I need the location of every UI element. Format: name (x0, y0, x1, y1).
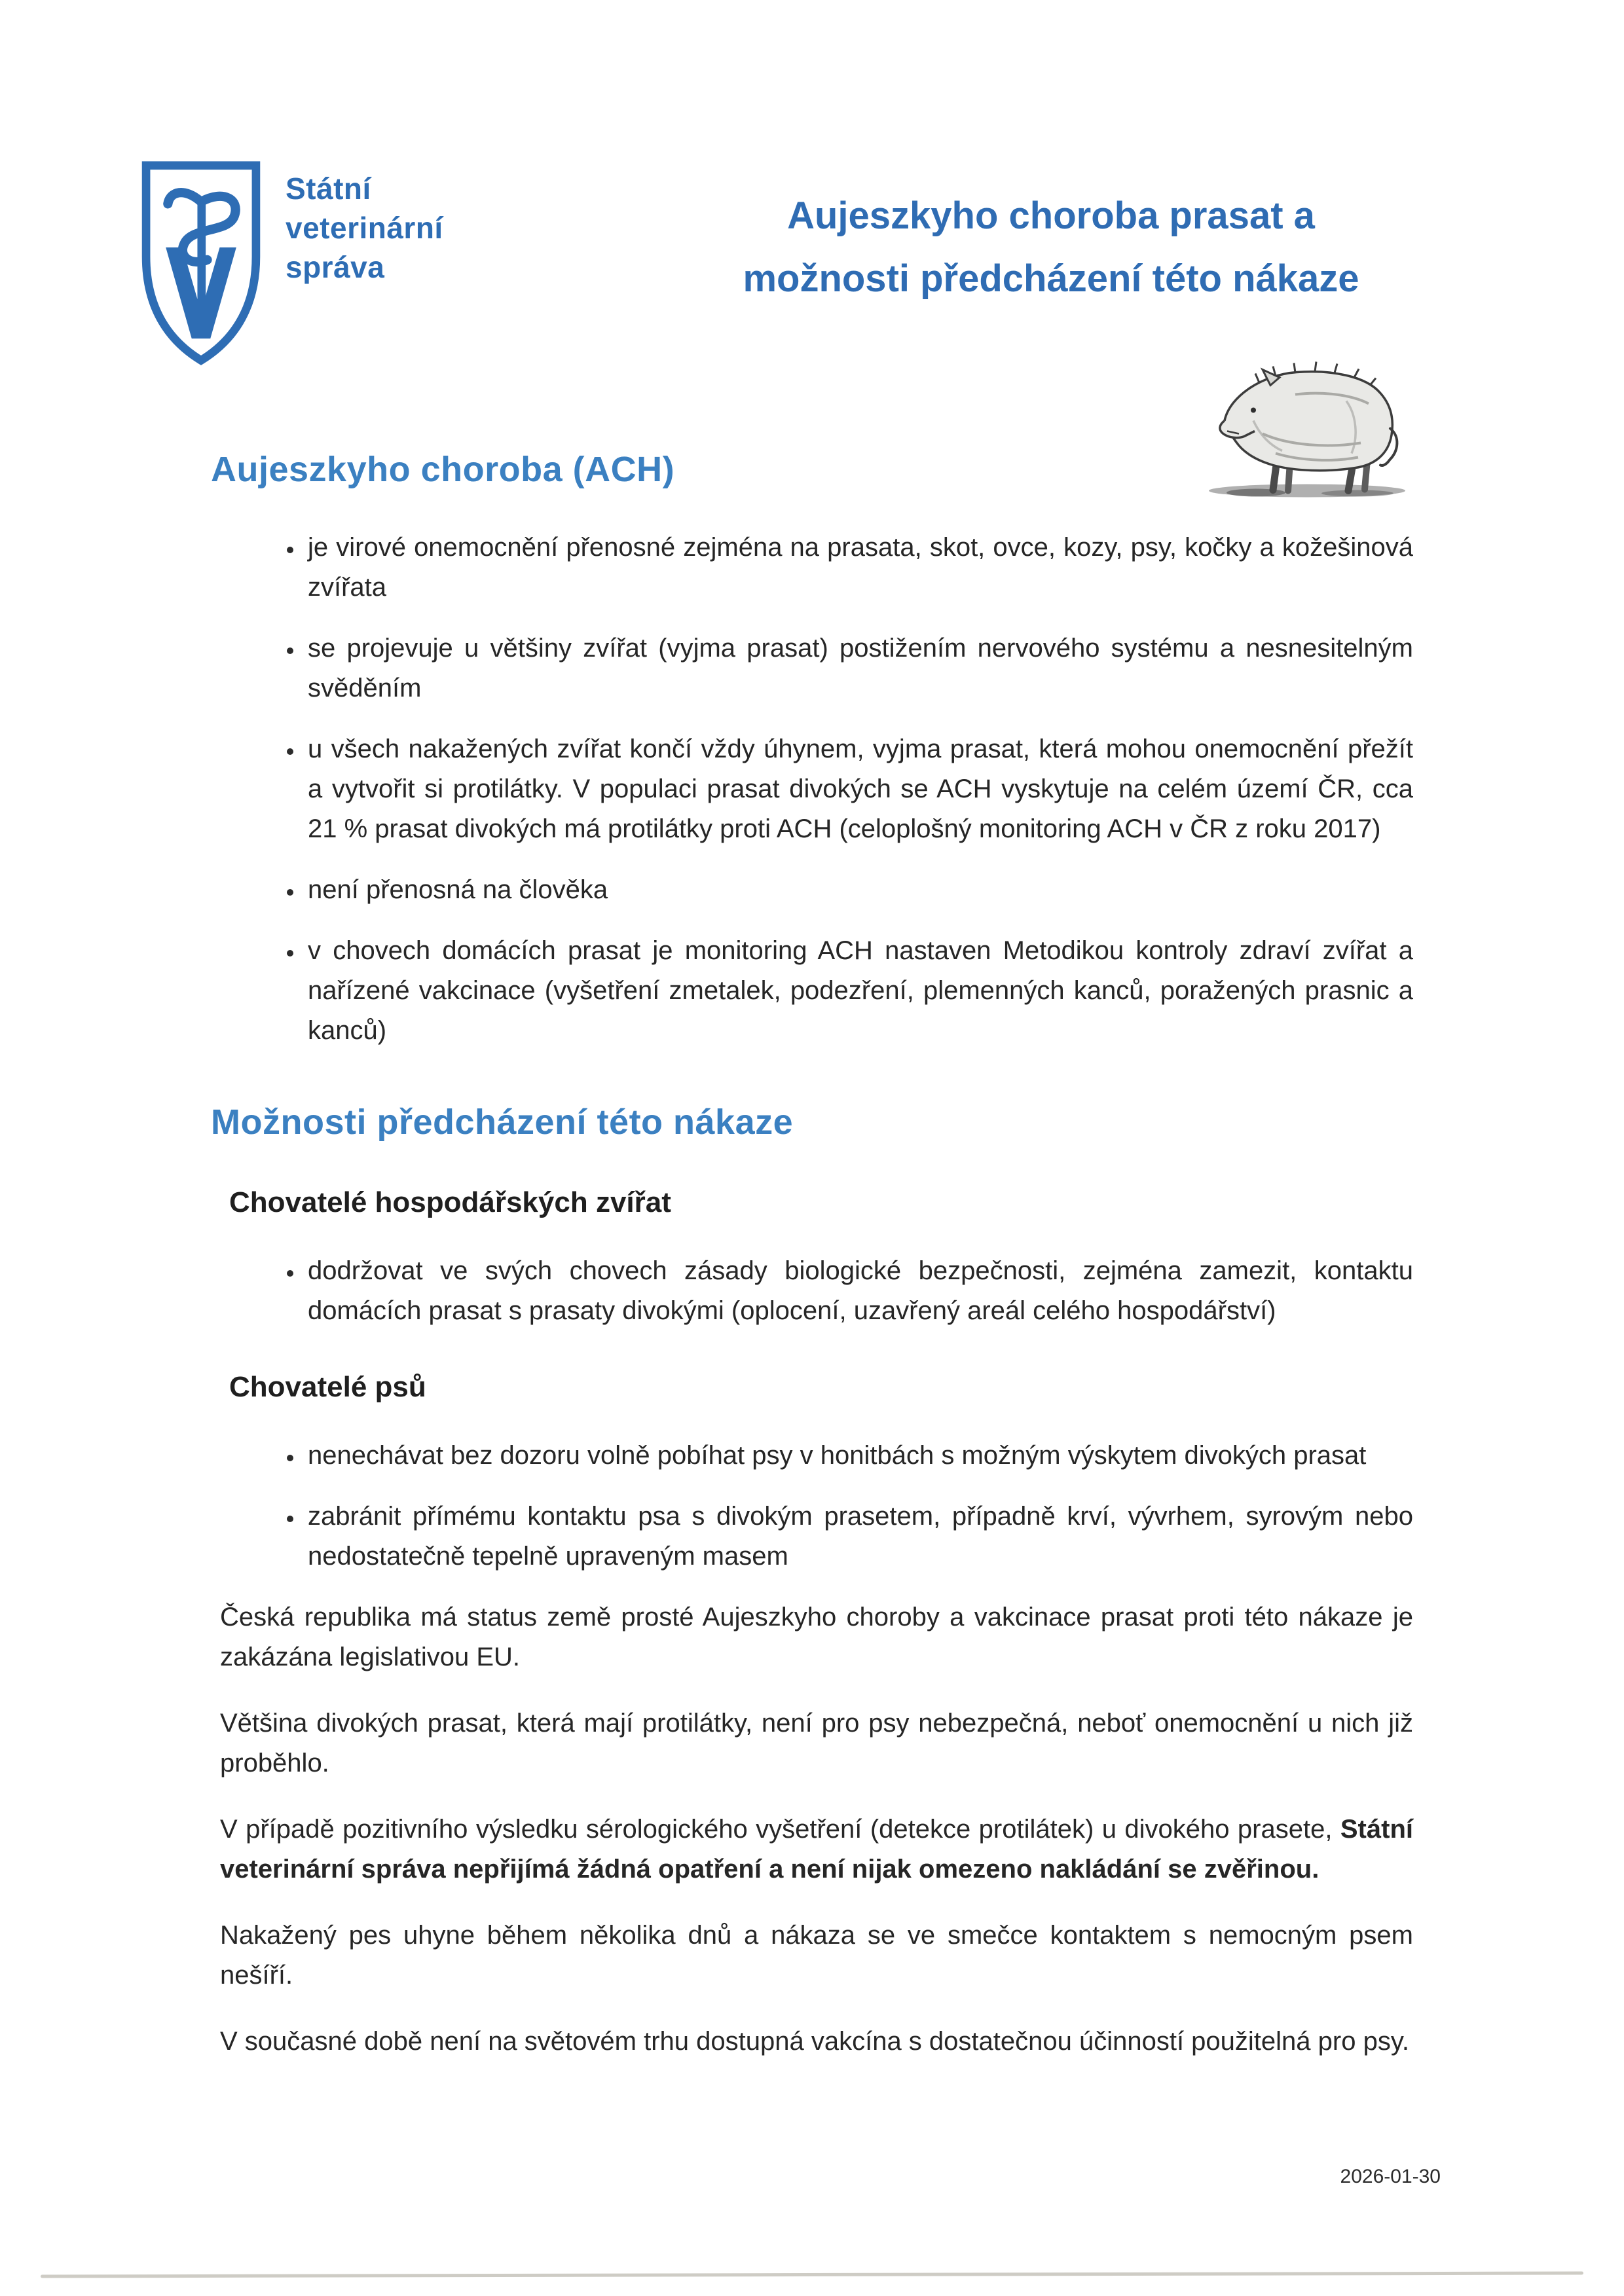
list-item: • se projevuje u většiny zvířat (vyjma prasat) postižením nervového systému a nesnesitelným svěděním (304, 629, 1413, 708)
subheading-dog-owners: Chovatelé psů (229, 1371, 426, 1403)
org-name-line: Státní (286, 172, 371, 206)
farm-owners-bullet-list (211, 1251, 1413, 1331)
list-item: • nenechávat bez dozoru volně pobíhat psy v honitbách s možným výskytem divokých prasat (304, 1436, 1413, 1476)
list-item: • je virové onemocnění přenosné zejména na prasata, skot, ovce, kozy, psy, kočky a kožešinová zvířata (304, 528, 1413, 608)
paragraph-serology-result (211, 1810, 1413, 1889)
ach-bullet-list (211, 528, 1413, 1051)
list-item: • není přenosná na člověka (304, 870, 1413, 910)
org-name (286, 157, 443, 287)
paragraph-wild-boars-antibodies: Většina divokých prasat, která mají protilátky, není pro psy nebezpečná, neboť onemocnění u nich již proběhlo. (220, 1709, 1413, 1777)
paragraph-serology-regular-text: V případě pozitivního výsledku sérologického vyšetření (detekce protilátek) u divokého prasete, (220, 1815, 1340, 1844)
document-date: 2026-01-30 (1340, 2166, 1441, 2187)
dog-owners-bullet-list (211, 1436, 1413, 1576)
paragraph-serology-bold-text: Státní veterinární správa nepřijímá žádná opatření a není nijak omezeno nakládání se zvěřinou. (220, 1815, 1413, 1884)
paragraph-no-vaccine: V současné době není na světovém trhu dostupná vakcína s dostatečnou účinností použitelná pro psy. (220, 2027, 1409, 2056)
list-item: • dodržovat ve svých chovech zásady biologické bezpečnosti, zejména zamezit, kontaktu domácích prasat s prasaty divokými (oplocení, uzavřený areál celého hospodářství) (304, 1251, 1413, 1331)
document-body (211, 449, 1413, 2088)
org-logo (139, 157, 443, 367)
list-item: • u všech nakažených zvířat končí vždy úhynem, vyjma prasat, která mohou onemocnění přežít a vytvořit si protilátky. V populaci prasat divokých se ACH vyskytuje na celém území ČR, cca 21 % prasat divokých má protilátky proti ACH (celoplošný monitoring ACH v ČR z roku 2017) (304, 729, 1413, 849)
list-item: • v chovech domácích prasat je monitoring ACH nastaven Metodikou kontroly zdraví zvířat a nařízené vakcinace (vyšetření zmetalek, podezření, plemenných kanců, poražených prasnic a kanců) (304, 931, 1413, 1051)
document-title (661, 185, 1441, 310)
subheading-farm-animal-owners: Chovatelé hospodářských zvířat (229, 1186, 671, 1218)
paragraph-infected-dog: Nakažený pes uhyne během několika dnů a nákaza se ve smečce kontaktem s nemocným psem nešíří. (220, 1921, 1413, 1990)
org-name-line: správa (286, 250, 385, 284)
section-heading-prevention: Možnosti předcházení této nákaze (211, 1102, 794, 1142)
list-item: • zabránit přímému kontaktu psa s divokým prasetem, případně krví, vývrhem, syrovým nebo nedostatečně tepelně upraveným masem (304, 1497, 1413, 1576)
paragraph-cr-status: Česká republika má status země prosté Aujeszkyho choroby a vakcinace prasat proti této nákaze je zakázána legislativou EU. (220, 1603, 1413, 1671)
section-heading-ach: Aujeszkyho choroba (ACH) (211, 450, 675, 489)
document-title-line2: možnosti předcházení této nákaze (743, 257, 1359, 300)
document-title-line1: Aujeszkyho choroba prasat a (787, 194, 1315, 237)
veterinary-shield-icon (139, 157, 263, 367)
scan-artifact-line (41, 2272, 1583, 2278)
org-name-line: veterinární (286, 211, 443, 245)
